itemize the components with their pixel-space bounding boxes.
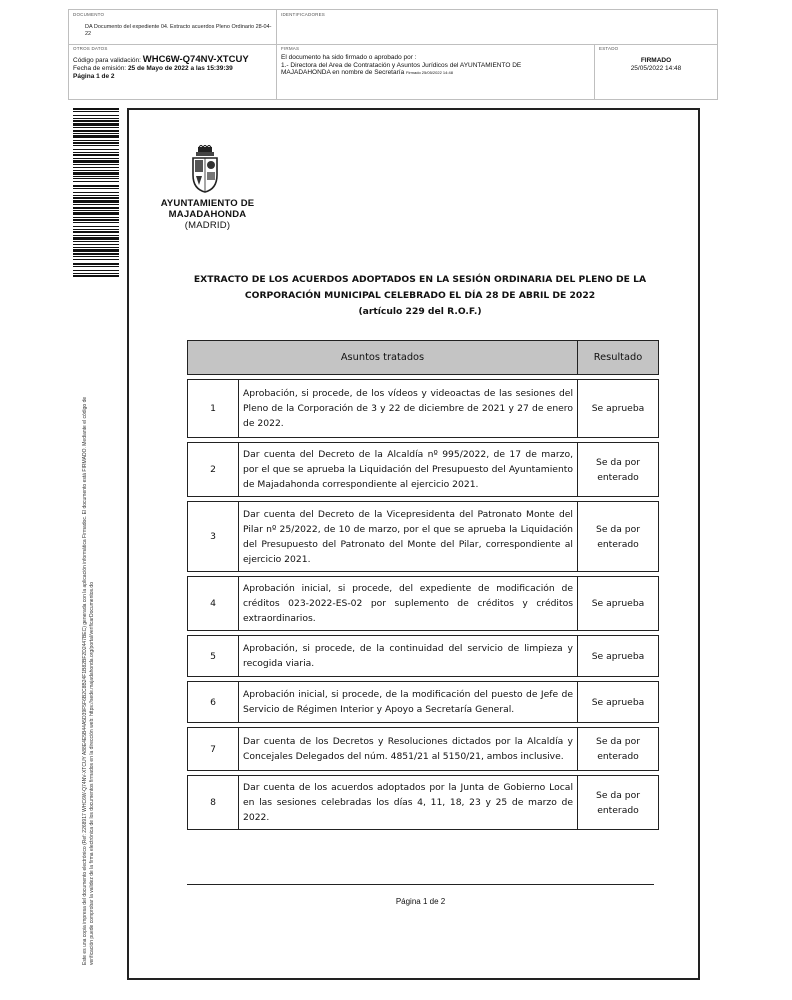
row-subject: Dar cuenta del Decreto de la Alcaldía nº 995/2022, de 17 de marzo, por el que se aprueba la Liquidación del Presupuesto del Ayuntamiento de Majadahonda correspondiente al ejercicio 2021. (239, 443, 578, 497)
town-name (150, 198, 265, 231)
barcode-bar (73, 212, 119, 215)
identificadores-label: IDENTIFICADORES (281, 12, 326, 17)
barcode-bar (73, 115, 119, 116)
estado-label: ESTADO (599, 46, 619, 51)
barcode-bar (73, 167, 119, 168)
validation-code: WHC6W-Q74NV-XTCUY (142, 54, 249, 65)
row-result: Se da por enterado (578, 502, 659, 572)
barcode-bar (73, 145, 119, 146)
title-line-3: (artículo 229 del R.O.F.) (358, 306, 482, 317)
firmas-line-2: 1.- Directora del Area de Contratación y Asuntos Jurídicos del AYUNTAMIENTO DE (281, 61, 522, 69)
town-line-3: (MADRID) (184, 220, 231, 231)
barcode-bar (73, 181, 119, 182)
row-result: Se aprueba (578, 380, 659, 438)
barcode-bar (73, 172, 119, 175)
barcode-bar (73, 275, 119, 277)
table-row (188, 682, 659, 723)
barcode-bar (73, 140, 119, 141)
barcode-bar (73, 192, 119, 193)
barcode-bar (73, 247, 119, 248)
row-subject: Dar cuenta de los acuerdos adoptados por la Junta de Gobierno Local en las sesiones celebradas los días 4, 11, 18, 23 y 25 de marzo de 2022. (239, 776, 578, 830)
row-subject: Dar cuenta del Decreto de la Vicepresidenta del Patronato Monte del Pilar nº 25/2022, de 10 de marzo, por el que se aprueba la Liquidación del Presupuesto del Patronato del Monte del Pilar, correspondiente al ejercicio 2021. (239, 502, 578, 572)
barcode-bar (73, 135, 119, 138)
barcode-bar (73, 249, 119, 252)
barcode-bar (73, 197, 119, 199)
row-result: Se aprueba (578, 636, 659, 677)
title-line-1: EXTRACTO DE LOS ACUERDOS ADOPTADOS EN LA SESIÓN ORDINARIA DEL PLENO DE LA (193, 274, 647, 285)
estado-cell (594, 44, 717, 100)
barcode-bar (73, 123, 119, 126)
estado-block (595, 57, 717, 73)
documento-text: DA Documento del expediente 04. Extracto acuerdos Pleno Ordinario 28-04-22 (85, 24, 272, 37)
row-number: 6 (188, 682, 239, 723)
barcode-bar (73, 219, 119, 221)
row-result: Se da por enterado (578, 443, 659, 497)
table-body (188, 375, 659, 830)
firmas-line-1: El documento ha sido firmado o aprobado por : (281, 54, 417, 61)
table-row (188, 728, 659, 771)
barcode-bar (73, 210, 119, 211)
emission-date: 25 de Mayo de 2022 a las 15:39:39 (127, 65, 233, 72)
otros-datos-label: OTROS DATOS (73, 46, 108, 51)
barcode-bar (73, 266, 119, 267)
row-subject: Aprobación inicial, si procede, del expediente de modificación de créditos 023-2022-ES-02 por suplemento de créditos y créditos extraordinarios. (239, 577, 578, 631)
barcode-bar (73, 188, 119, 189)
estado-date: 25/05/2022 14:48 (630, 65, 682, 72)
row-subject: Dar cuenta de los Decretos y Resoluciones dictados por la Alcaldía y Concejales Delegados del núm. 4851/21 al 5150/21, ambos inclusive. (239, 728, 578, 771)
barcode-bar (73, 142, 119, 144)
table-row (188, 776, 659, 830)
barcode-bar (73, 176, 119, 178)
barcode-bar (73, 207, 119, 209)
barcode-bar (73, 164, 119, 165)
row-result: Se aprueba (578, 577, 659, 631)
barcode-bar (73, 111, 119, 112)
coat-of-arms-icon (190, 145, 220, 193)
barcode-bar (73, 195, 119, 196)
otros-datos-cell (69, 44, 276, 100)
barcode-bar (73, 108, 119, 110)
barcode-bar (73, 273, 119, 274)
barcode-bar (73, 120, 119, 122)
barcode (73, 108, 119, 278)
barcode-bar (73, 185, 119, 187)
identificadores-cell (276, 10, 717, 44)
header-row-top (69, 10, 717, 45)
barcode-bar (73, 253, 119, 255)
row-result: Se da por enterado (578, 728, 659, 771)
barcode-bar (73, 200, 119, 203)
barcode-bar (73, 127, 119, 128)
firmas-line-3: MAJADAHONDA en nombre de Secretaría (281, 69, 405, 76)
town-line-1: AYUNTAMIENTO DE (160, 198, 255, 209)
barcode-bar (73, 158, 119, 159)
firmas-text (281, 54, 581, 77)
town-line-2: MAJADAHONDA (168, 209, 247, 220)
barcode-bar (73, 256, 119, 257)
row-number: 5 (188, 636, 239, 677)
agreements-table (187, 340, 659, 830)
barcode-bar (73, 149, 119, 150)
row-number: 7 (188, 728, 239, 771)
validation-block (73, 56, 273, 81)
row-subject: Aprobación inicial, si procede, de la modificación del puesto de Jefe de Servicio de Régimen Interior y Apoyo a Secretaría General. (239, 682, 578, 723)
documento-cell (69, 10, 276, 44)
row-number: 1 (188, 380, 239, 438)
document-title (180, 272, 660, 320)
barcode-bar (73, 160, 119, 163)
row-number: 8 (188, 776, 239, 830)
documento-label: DOCUMENTO (73, 12, 105, 17)
barcode-bar (73, 217, 119, 218)
barcode-bar (73, 263, 119, 265)
barcode-bar (73, 244, 119, 245)
row-number: 4 (188, 577, 239, 631)
barcode-bar (73, 237, 119, 240)
barcode-bar (73, 259, 119, 260)
footer-rule (187, 884, 654, 885)
barcode-bar (73, 133, 119, 134)
firmas-label: FIRMAS (281, 46, 300, 51)
fecha-label: Fecha de emisión: (73, 65, 127, 72)
estado-value: FIRMADO (640, 57, 672, 64)
barcode-bar (73, 154, 119, 156)
barcode-bar (73, 222, 119, 223)
row-result: Se da por enterado (578, 776, 659, 830)
firmas-date-tiny: Firmado 25/05/2022 14:48 (406, 70, 453, 75)
barcode-bar (73, 170, 119, 171)
barcode-bar (73, 241, 119, 242)
row-result: Se aprueba (578, 682, 659, 723)
row-subject: Aprobación, si procede, de los vídeos y videoactas de las sesiones del Pleno de la Corporación de 3 y 22 de diciembre de 2021 y 27 de enero de 2022. (239, 380, 578, 438)
table-row (188, 636, 659, 677)
header-resultado: Resultado (578, 341, 659, 375)
codigo-label: Código para validación: (73, 57, 141, 64)
table-row (188, 577, 659, 631)
barcode-bar (73, 235, 119, 236)
row-number: 3 (188, 502, 239, 572)
signature-header (68, 9, 718, 100)
table-header-row (188, 341, 659, 375)
side-text-line-2: verificación puede comprobar la validez de la firma electrónica de los documentos firmados en la dirección web: https://sede.majadahonda.org/portal/verificarDocumentos.do (88, 582, 95, 965)
table-row (188, 380, 659, 438)
barcode-bar (73, 204, 119, 205)
firmas-cell (276, 44, 594, 100)
table-row (188, 443, 659, 497)
barcode-bar (73, 118, 119, 119)
title-line-2: CORPORACIÓN MUNICIPAL CELEBRADO EL DÍA 28 DE ABRIL DE 2022 (244, 290, 596, 301)
barcode-bar (73, 152, 119, 153)
page-number: Página 1 de 2 (395, 897, 446, 906)
barcode-bar (73, 130, 119, 132)
header-row-bottom (69, 44, 717, 100)
row-subject: Aprobación, si procede, de la continuidad del servicio de limpieza y recogida viaria. (239, 636, 578, 677)
barcode-bar (73, 270, 119, 271)
row-number: 2 (188, 443, 239, 497)
barcode-bar (73, 229, 119, 230)
side-text-line-1: Este es una copia impresa del documento electrónico (Ref: 2268917 WHC6W-Q74NV-XTCUY A88E4E5B44A5D39F5F6B2C8B24F1B82BF2D2447BEC) generada con la aplicación informática Firmadoc. El documento está FIRMADO. Mediante el código de (82, 396, 88, 965)
header-asuntos: Asuntos tratados (188, 341, 578, 375)
barcode-bar (73, 231, 119, 233)
barcode-bar (73, 226, 119, 227)
side-verification-text (82, 300, 95, 965)
header-page-count: Página 1 de 2 (73, 73, 115, 80)
table-row (188, 502, 659, 572)
barcode-bar (73, 178, 119, 179)
